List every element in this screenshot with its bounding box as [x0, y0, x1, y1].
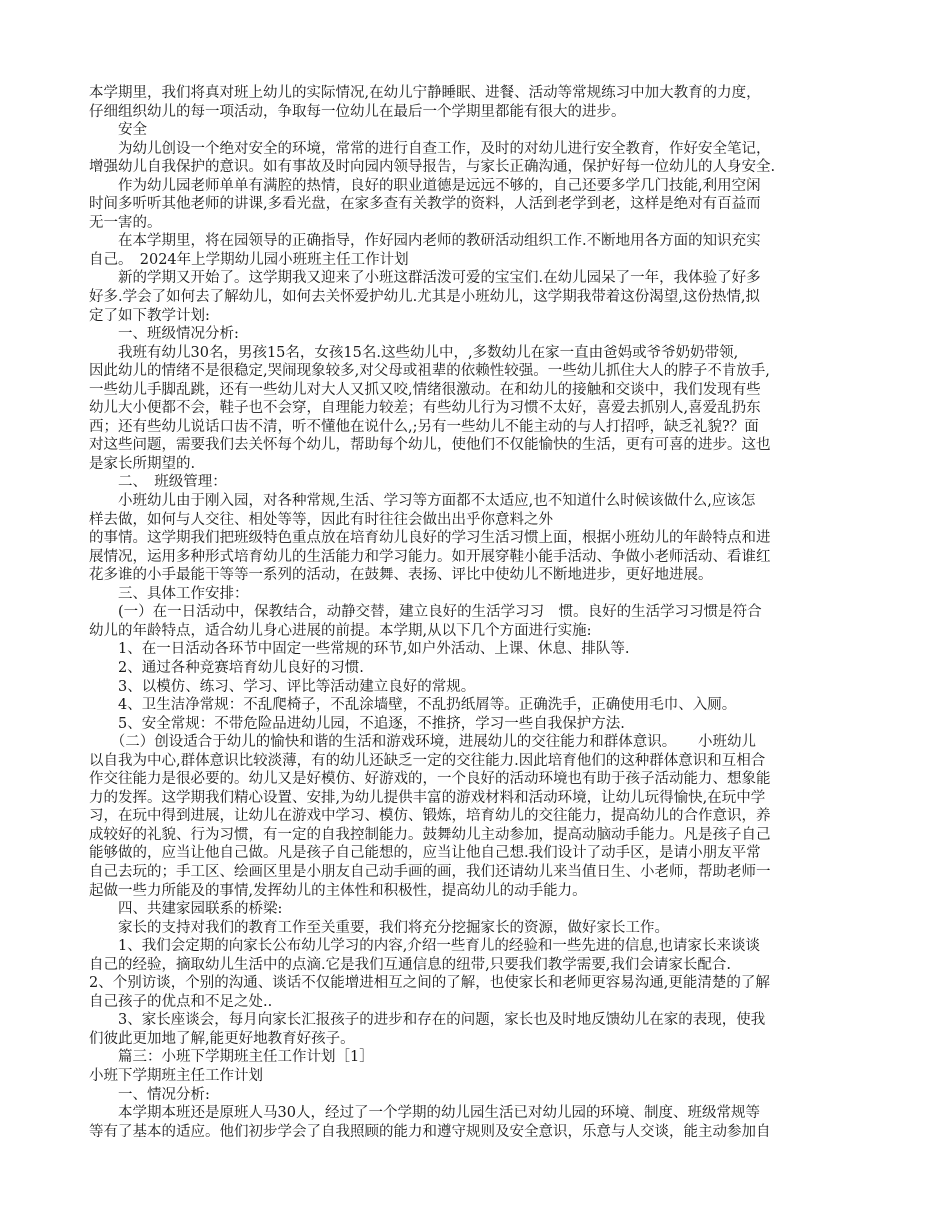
text-line: 起做一些力所能及的事情,发挥幼儿的主体性和积极性，提高幼儿的动手能力。 — [89, 882, 587, 899]
text-line: (一）在一日活动中，保教结合，动静交替，建立良好的生活学习习 惯。良好的生活学习习惯是符合 — [89, 604, 762, 621]
text-line: 四、共建家园联系的桥梁: — [89, 901, 283, 918]
text-line: 幼儿的年龄特点，适合幼儿身心进展的前提。本学期,从以下几个方面进行实施: — [89, 622, 592, 639]
text-line: 作交往能力是很必要的。幼儿又是好模仿、好游戏的，一个良好的活动环境也有助于孩子活动能力、想象能 — [89, 771, 771, 788]
text-line: 自己的经验，摘取幼儿生活中的点滴.它是我们互通信息的纽带,只要我们教学需要,我们会请家长配合. — [89, 956, 731, 973]
text-line: 一些幼儿手脚乱跳，还有一些幼儿对大人又抓又咬,情绪很激动。在和幼儿的接触和交谈中，我们发现有些 — [89, 381, 761, 398]
text-line: 在本学期里，将在园领导的正确指导，作好园内老师的教研活动组织工作.不断地用各方面的知识充实 — [89, 233, 761, 250]
text-line: 小班下学期班主任工作计划 — [89, 1067, 263, 1084]
text-line: 是家长所期望的. — [89, 455, 196, 472]
text-line: 作为幼儿园老师单单有满腔的热情，良好的职业道德是远远不够的，自己还要多学几门技能,利用空闲 — [89, 177, 761, 194]
text-line: 习，在玩中得到进展，让幼儿在游戏中学习、模仿、锻炼，培育幼儿的交往能力，提高幼儿的合作意识，养 — [89, 808, 771, 825]
text-line: 4、卫生洁净常规：不乱爬椅子，不乱涂墙壁，不乱扔纸屑等。正确洗手，正确使用毛巾、入厕。 — [89, 697, 737, 714]
text-line: 的事情。这学期我们把班级特色重点放在培育幼儿良好的学习生活习惯上面，根据小班幼儿的年龄特点和进 — [89, 530, 771, 547]
text-line: 花多谁的小手最能干等等一系列的活动，在鼓舞、表扬、评比中使幼儿不断地进步，更好地进展。 — [89, 567, 713, 584]
text-line: 幼儿大小便都不会，鞋子也不会穿，自理能力较差；有些幼儿行为习惯不太好，喜爱去抓别人,喜爱乱扔东 — [89, 400, 761, 417]
text-line: 们彼此更加地了解,能更好地教育好孩子。 — [89, 1030, 355, 1047]
text-line: 本学期本班还是原班人马30人，经过了一个学期的幼儿园生活已对幼儿园的环境、制度、班级常规等 — [89, 1105, 760, 1122]
text-line: 3、家长座谈会，每月向家长汇报孩子的进步和存在的问题，家长也及时地反馈幼儿在家的表现，使我 — [89, 1012, 766, 1029]
text-line: 对这些问题，需要我们去关怀每个幼儿，帮助每个幼儿，使他们不仅能愉快的生活，更有可喜的进步。这也 — [89, 437, 771, 454]
text-line: 好多.学会了如何去了解幼儿，如何去关怀爱护幼儿.尤其是小班幼儿，这学期我带着这份渴望,这份热情,拟 — [89, 289, 760, 306]
text-line: 自己。 2024年上学期幼儿园小班班主任工作计划 — [89, 251, 409, 268]
text-line: 西；还有些幼儿说话口齿不清，听不懂他在说什么,;另有一些幼儿不能主动的与人打招呼，缺乏礼貌?？面 — [89, 418, 759, 435]
text-line: 小班幼儿由于刚入园，对各种常规,生活、学习等方面都不太适应,也不知道什么时候该做什么,应该怎 — [89, 493, 756, 510]
text-line: 我班有幼儿30名，男孩15名，女孩15名.这些幼儿中，,多数幼儿在家一直由爸妈或爷爷奶奶带领, — [89, 344, 739, 361]
text-line: 自己孩子的优点和不足之处.. — [89, 993, 273, 1010]
text-line: 2、个别访谈，个别的沟通、谈话不仅能增进相互之间的了解，也使家长和老师更容易沟通,更能清楚的了解 — [89, 975, 770, 992]
text-line: 一、班级情况分析: — [89, 326, 239, 343]
text-line: 1、在一日活动各环节中固定一些常规的环节,如户外活动、上课、休息、排队等. — [89, 641, 630, 658]
text-line: 定了如下教学计划: — [89, 307, 210, 324]
text-line: 篇三：小班下学期班主任工作计划［1］ — [89, 1049, 374, 1066]
text-line: 安全 — [89, 122, 147, 139]
document-page — [89, 84, 864, 1141]
text-line: 3、以模仿、练习、学习、评比等活动建立良好的常规。 — [89, 678, 476, 695]
text-line: 力的发挥。这学期我们精心设置、安排,为幼儿提供丰富的游戏材料和活动环境，让幼儿玩得愉快,在玩中学 — [89, 789, 766, 806]
text-line: 一、情况分析: — [89, 1086, 210, 1103]
text-line: 三、具体工作安排： — [89, 585, 249, 602]
text-line: （二）创设适合于幼儿的愉快和谐的生活和游戏环境，进展幼儿的交往能力和群体意识。 小班幼儿 — [89, 734, 756, 751]
text-line: 1、我们会定期的向家长公布幼儿学习的内容,介绍一些育儿的经验和一些先进的信息,也请家长来谈谈 — [89, 938, 760, 955]
text-line: 自己去玩的；手工区、绘画区里是小朋友自己动手画的画，我们还请幼儿来当值日生、小老师，帮助老师一 — [89, 863, 771, 880]
text-line: 以自我为中心,群体意识比较淡薄，有的幼儿还缺乏一定的交往能力.因此培育他们的这种群体意识和互相合 — [89, 752, 766, 769]
text-line: 展情况，运用多种形式培育幼儿的生活能力和学习能力。如开展穿鞋小能手活动、争做小老师活动、看谁红 — [89, 548, 771, 565]
text-line: 增强幼儿自我保护的意识。如有事故及时向园内领导报告，与家长正确沟通，保护好每一位幼儿的人身安全. — [89, 159, 776, 176]
text-line: 为幼儿创设一个绝对安全的环境，常常的进行自查工作，及时的对幼儿进行安全教育，作好安全笔记， — [89, 140, 771, 157]
text-line: 二、 班级管理： — [89, 474, 227, 491]
text-line: 无一害的。 — [89, 214, 162, 231]
text-line: 2、通过各种竞赛培育幼儿良好的习惯. — [89, 659, 364, 676]
text-line: 本学期里，我们将真对班上幼儿的实际情况,在幼儿宁静睡眠、进餐、活动等常规练习中加大教育的力度， — [89, 85, 761, 101]
text-line: 时间多听听其他老师的讲课,多看光盘，在家多查有关教学的资料，人活到老学到老，这样是绝对有百益而 — [89, 196, 761, 213]
text-line: 成较好的礼貌、行为习惯，有一定的自我控制能力。鼓舞幼儿主动参加，提高动脑动手能力。凡是孩子自己 — [89, 826, 771, 843]
text-line: 5、安全常规：不带危险品进幼儿园，不追逐，不推挤，学习一些自我保护方法. — [89, 715, 625, 732]
text-line: 家长的支持对我们的教育工作至关重要，我们将充分挖掘家长的资源，做好家长工作。 — [89, 919, 669, 936]
text-line: 能够做的，应当让他自己做。凡是孩子自己能想的，应当让他自己想.我们设计了动手区，是请小朋友平常 — [89, 845, 761, 862]
text-line: 新的学期又开始了。这学期我又迎来了小班这群活泼可爱的宝宝们.在幼儿园呆了一年，我体验了好多 — [89, 270, 761, 287]
text-line: 等有了基本的适应。他们初步学会了自我照顾的能力和遵守规则及安全意识，乐意与人交谈，能主动参加自 — [89, 1123, 771, 1140]
text-line: 仔细组织幼儿的每一项活动，争取每一位幼儿在最后一个学期里都能有很大的进步。 — [89, 103, 626, 120]
text-line: 样去做，如何与人交往、相处等等，因此有时往往会做出出乎你意料之外 — [89, 511, 553, 528]
text-line: 因此幼儿的情绪不是很稳定,哭闹现象较多,对父母或祖辈的依赖性较强。一些幼儿抓住大人的脖子不肯放手, — [89, 363, 770, 380]
